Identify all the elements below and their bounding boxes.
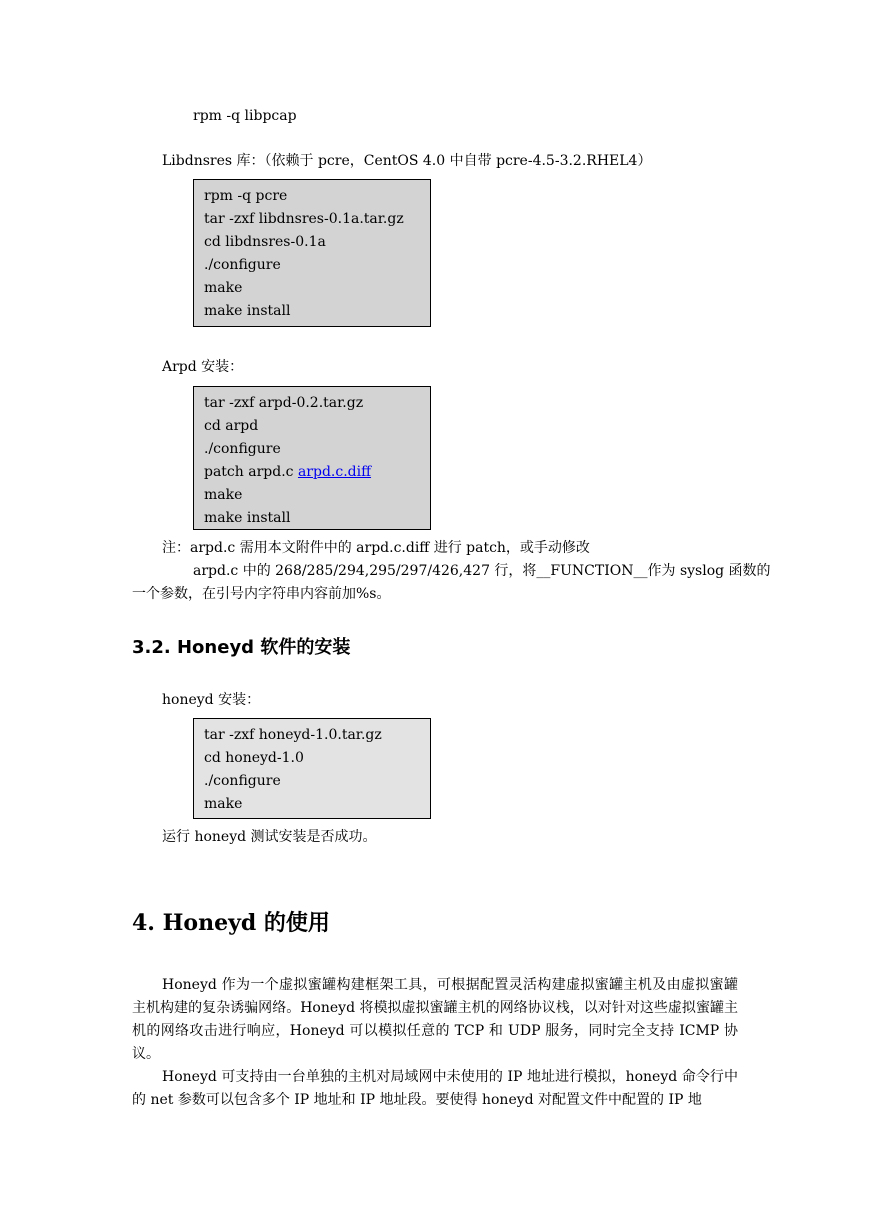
note-line-3: 一个参数，在引号内字符串内容前加%s。: [132, 586, 391, 602]
code-box-honeyd: [193, 718, 431, 819]
paragraph-1: Honeyd 作为一个虚拟蜜罐构建框架工具，可根据配置灵活构建虚拟蜜罐主机及由虚拟蜜罐主机构建的复杂诱骗网络。Honeyd 将模拟虚拟蜜罐主机的网络协议栈，以对针对这些虚拟蜜罐主机的网络攻击进行响应，Honeyd 可以模拟任意的 TCP 和 UDP 服务，同时完全支持 ICMP 协议。: [132, 977, 738, 1062]
code-line: cd libdnsres-0.1a: [204, 234, 326, 250]
code-line: ./configure: [204, 773, 281, 789]
code-line: cd honeyd-1.0: [204, 750, 304, 766]
code-line: tar -zxf arpd-0.2.tar.gz: [204, 395, 364, 411]
code-line: rpm -q pcre: [204, 188, 288, 204]
code-box-arpd: [193, 386, 431, 530]
code-line: make: [204, 796, 243, 812]
note-line-1: 注：arpd.c 需用本文附件中的 arpd.c.diff 进行 patch，或手动修改: [162, 540, 590, 556]
run-honeyd-note: 运行 honeyd 测试安装是否成功。: [162, 829, 377, 845]
note-line-2: arpd.c 中的 268/285/294,295/297/426,427 行，将__FUNCTION__作为 syslog 函数的: [193, 563, 771, 579]
code-line: tar -zxf libdnsres-0.1a.tar.gz: [204, 211, 404, 227]
code-line: make install: [204, 303, 291, 319]
body-text: [132, 974, 738, 1112]
code-line-patch: [204, 461, 420, 484]
arpd-label: Arpd 安装：: [162, 359, 244, 375]
code-line: make: [204, 487, 243, 503]
arpd-diff-link[interactable]: arpd.c.diff: [297, 464, 372, 480]
section-heading-3-2: 3.2. Honeyd 软件的安装: [132, 637, 351, 658]
code-line: tar -zxf honeyd-1.0.tar.gz: [204, 727, 382, 743]
libdnsres-label: Libdnsres 库：（依赖于 pcre，CentOS 4.0 中自带 pcre-4.5-3.2.RHEL4）: [162, 153, 652, 169]
section-heading-4: 4. Honeyd 的使用: [132, 910, 330, 936]
code-line: cd arpd: [204, 418, 259, 434]
code-line: ./configure: [204, 441, 281, 457]
code-line: make: [204, 280, 243, 296]
code-box-libdnsres: [193, 179, 431, 327]
code-line: ./configure: [204, 257, 281, 273]
command-line-rpm-libpcap: rpm -q libpcap: [193, 108, 297, 124]
honeyd-label: honeyd 安装：: [162, 692, 261, 708]
paragraph-2: Honeyd 可支持由一台单独的主机对局域网中未使用的 IP 地址进行模拟，honeyd 命令行中的 net 参数可以包含多个 IP 地址和 IP 地址段。要使得 honeyd 对配置文件中配置的 IP 地: [132, 1069, 738, 1108]
patch-command-text: patch arpd.c: [204, 464, 298, 480]
code-line: make install: [204, 510, 291, 526]
